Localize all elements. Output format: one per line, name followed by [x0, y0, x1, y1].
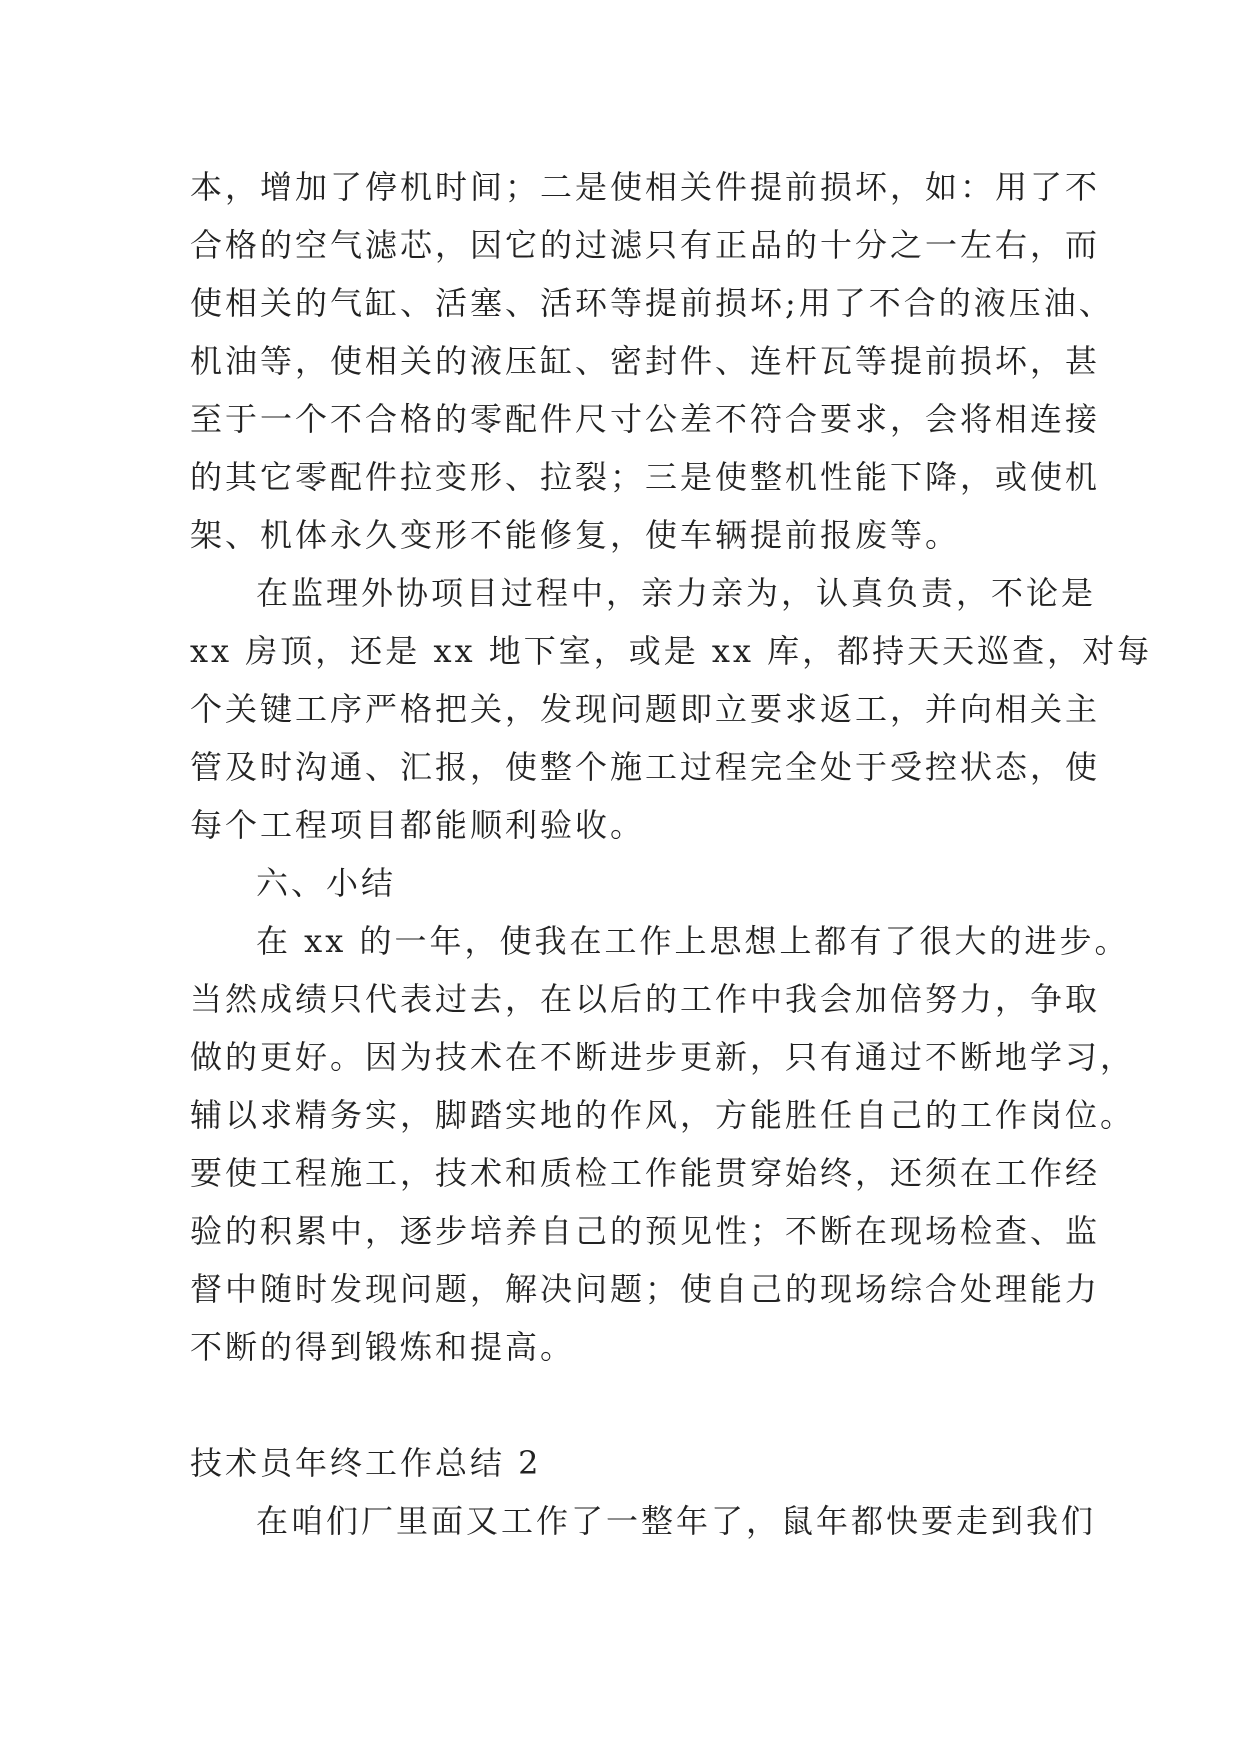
text-line: 管及时沟通、汇报，使整个施工过程完全处于受控状态，使 — [190, 748, 1101, 786]
paragraph-3 — [190, 912, 1136, 1376]
subheading-summary — [190, 854, 1070, 912]
paragraph-2 — [190, 564, 1153, 854]
text-line: 辅以求精务实，脚踏实地的作风，方能胜任自己的工作岗位。 — [190, 1096, 1136, 1134]
text-line: 验的积累中，逐步培养自己的预见性；不断在现场检查、监 — [190, 1212, 1101, 1250]
text-line: 个关键工序严格把关，发现问题即立要求返工，并向相关主 — [190, 690, 1101, 728]
text-line: 在咱们厂里面又工作了一整年了，鼠年都快要走到我们 — [256, 1502, 1097, 1540]
paragraph-4 — [190, 1492, 1097, 1550]
text-line: 要使工程施工，技术和质检工作能贯穿始终，还须在工作经 — [190, 1154, 1101, 1192]
text-line: 在 xx 的一年，使我在工作上思想上都有了很大的进步。 — [256, 922, 1130, 960]
text-line: 当然成绩只代表过去，在以后的工作中我会加倍努力，争取 — [190, 980, 1101, 1018]
document-body — [190, 158, 1153, 1550]
text-line: 至于一个不合格的零配件尺寸公差不符合要求，会将相连接 — [190, 400, 1101, 438]
subheading-text: 六、小结 — [256, 864, 397, 902]
text-line: 督中随时发现问题，解决问题；使自己的现场综合处理能力 — [190, 1270, 1101, 1308]
section-spacer — [190, 1376, 1070, 1434]
text-line: 不断的得到锻炼和提高。 — [190, 1328, 576, 1366]
text-line: 合格的空气滤芯，因它的过滤只有正品的十分之一左右，而 — [190, 226, 1101, 264]
section-title: 技术员年终工作总结 2 — [190, 1444, 542, 1482]
paragraph-1 — [190, 158, 1114, 564]
text-line: 每个工程项目都能顺利验收。 — [190, 806, 646, 844]
text-line: 本，增加了停机时间；二是使相关件提前损坏，如：用了不 — [190, 168, 1101, 206]
text-line: 做的更好。因为技术在不断进步更新，只有通过不断地学习， — [190, 1038, 1136, 1076]
text-line: 架、机体永久变形不能修复，使车辆提前报废等。 — [190, 516, 961, 554]
text-line: 的其它零配件拉变形、拉裂；三是使整机性能下降，或使机 — [190, 458, 1101, 496]
text-line: 在监理外协项目过程中，亲力亲为，认真负责，不论是 — [256, 574, 1097, 612]
text-line: 机油等，使相关的液压缸、密封件、连杆瓦等提前损坏，甚 — [190, 342, 1101, 380]
text-line: 使相关的气缸、活塞、活环等提前损坏;用了不合的液压油、 — [190, 284, 1114, 322]
text-line: xx 房顶，还是 xx 地下室，或是 xx 库，都持天天巡查，对每 — [190, 632, 1153, 670]
